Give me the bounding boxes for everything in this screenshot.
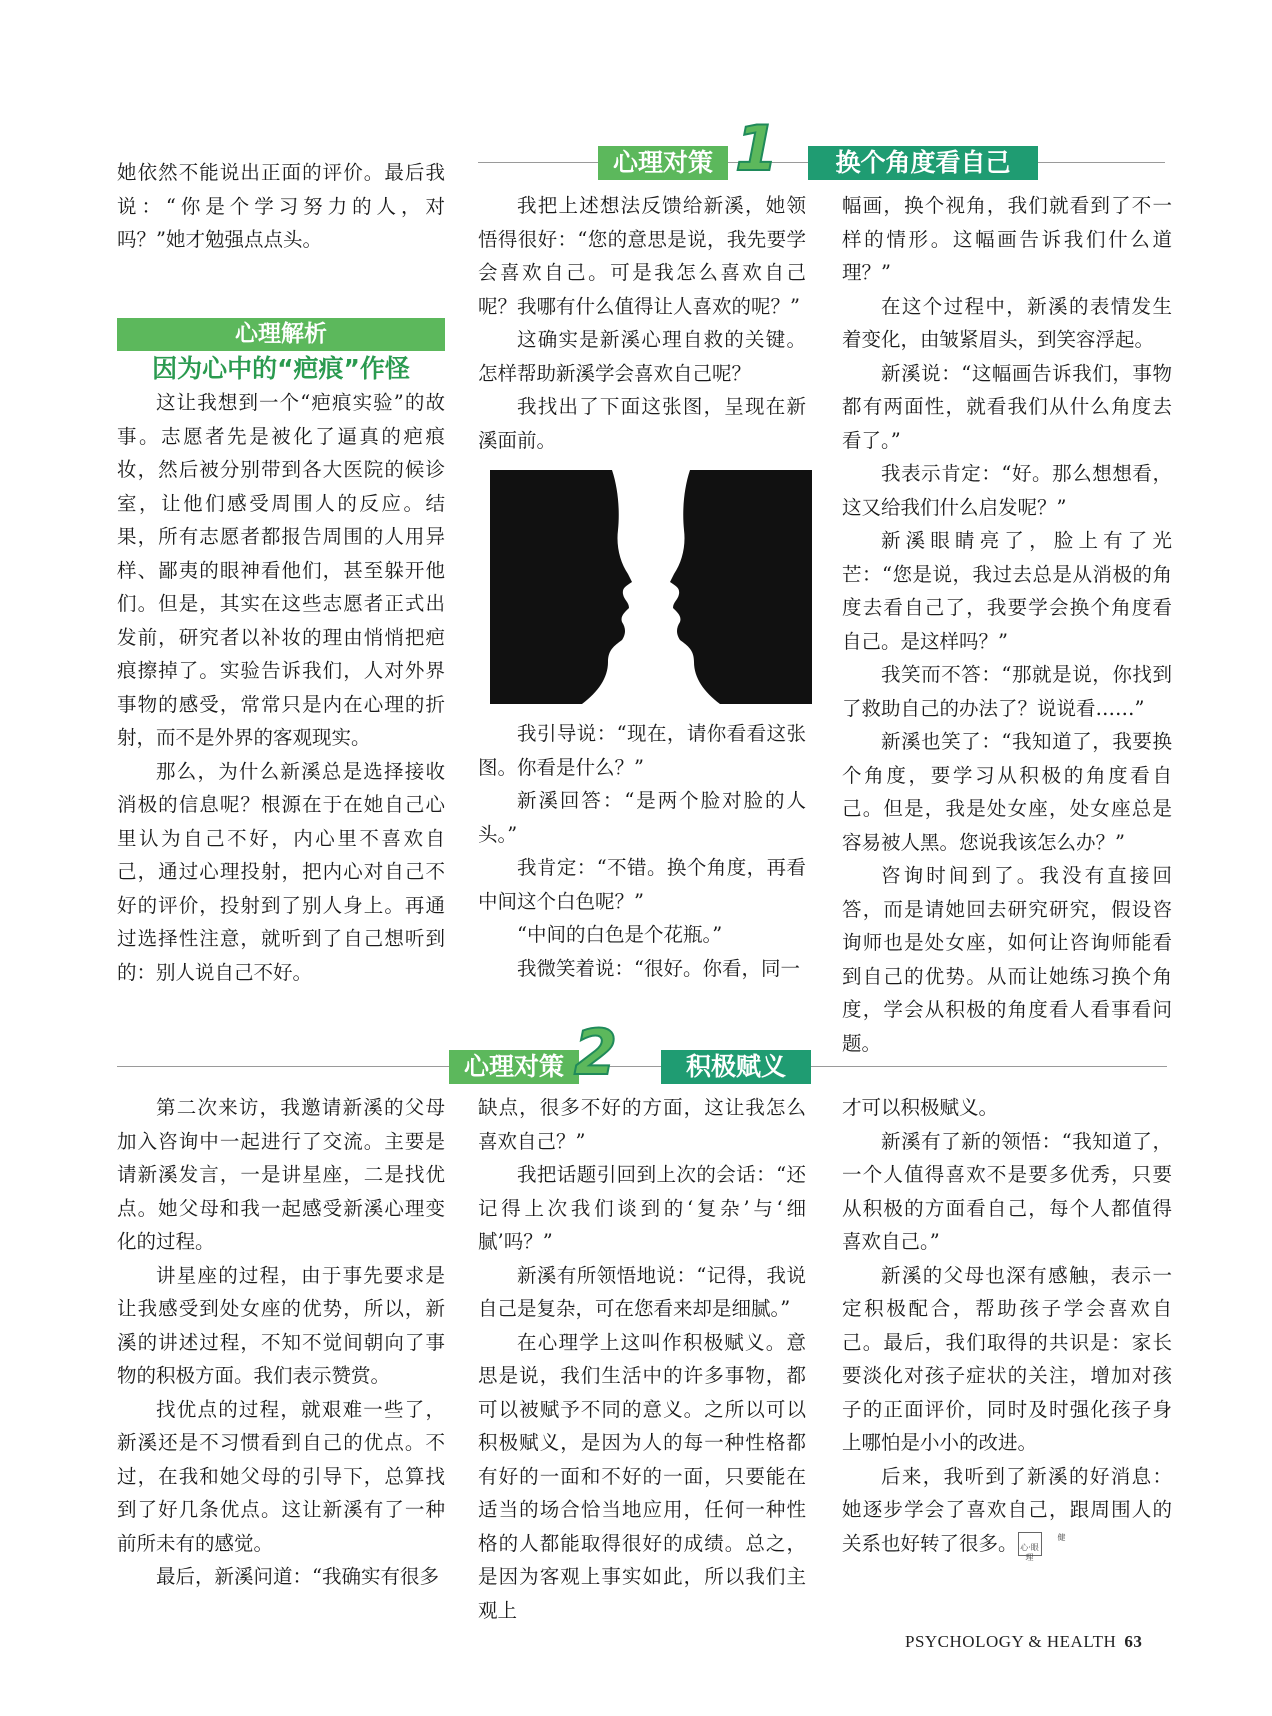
section1-number: 1 [735, 112, 779, 185]
paragraph: 这确实是新溪心理自救的关键。怎样帮助新溪学会喜欢自己呢？ [478, 328, 806, 385]
paragraph: 新溪有所领悟地说：“记得，我说自己是复杂，可在您看来却是细腻。” [478, 1263, 806, 1320]
analysis-subtitle: 因为心中的“疤痕”作怪 [152, 354, 410, 383]
paragraph: “中间的白色是个花瓶。” [517, 923, 723, 946]
section2-label: 心理对策 [449, 1050, 579, 1084]
paragraph: 讲星座的过程，由于事先要求是让我感受到处女座的优势，所以，新溪的讲述过程，不知不觉间朝向了事物的积极方面。我们表示赞赏。 [117, 1263, 445, 1387]
paragraph: 新溪的父母也深有感触，表示一定积极配合，帮助孩子学会喜欢自己。最后，我们取得的共识是：家长要淡化对孩子症状的关注，增加对孩子的正面评价，同时及时强化孩子身上哪怕是小小的改进。 [842, 1263, 1172, 1454]
top-left-column-a [117, 156, 445, 257]
paragraph: 在这个过程中，新溪的表情发生着变化，由皱紧眉头，到笑容浮起。 [842, 294, 1172, 351]
paragraph: 找优点的过程，就艰难一些了，新溪还是不习惯看到自己的优点。不过，在我和她父母的引导下，总算找到了好几条优点。这让新溪有了一种前所未有的感觉。 [117, 1397, 445, 1555]
paragraph: 那么，为什么新溪总是选择接收消极的信息呢？根源在于在她自己心里认为自己不好，内心里不喜欢自己，通过心理投射，把内心对自己不好的评价，投射到了别人身上。再通过选择性注意，就听到了自己想听到的：别人说自己不好。 [117, 759, 445, 984]
top-mid-column-b [478, 717, 806, 985]
paragraph: 新溪有了新的领悟：“我知道了，一个人值得喜欢不是要多优秀，只要从积极的方面看自己，每个人都值得喜欢自己。” [842, 1129, 1172, 1253]
top-mid-column-a [478, 189, 806, 457]
top-left-column-b [117, 386, 445, 989]
section2-rule [117, 1066, 1167, 1067]
paragraph: 才可以积极赋义。 [842, 1096, 999, 1119]
analysis-label: 心理解析 [117, 318, 445, 351]
paragraph: 最后，新溪问道：“我确实有很多 [156, 1565, 439, 1588]
paragraph: 新溪说：“这幅画告诉我们，事物都有两面性，就看我们从什么角度去看了。” [842, 361, 1172, 452]
bottom-left-column [117, 1091, 445, 1594]
section2-number: 2 [574, 1016, 618, 1089]
paragraph: 我引导说：“现在，请你看看这张图。你看是什么？” [478, 722, 806, 779]
section2-title: 积极赋义 [661, 1050, 811, 1084]
paragraph: 幅画，换个视角，我们就看到了不一样的情形。这幅画告诉我们什么道理？” [842, 194, 1172, 284]
faces-vase-illustration [490, 470, 812, 704]
paragraph: 新溪眼睛亮了，脸上有了光芒：“您是说，我过去总是从消极的角度去看自己了，我要学会换个角度看自己。是这样吗？” [842, 529, 1172, 653]
section1-label: 心理对策 [598, 146, 728, 180]
page-number: 63 [1124, 1632, 1143, 1651]
section1-title: 换个角度看自己 [808, 146, 1038, 180]
paragraph: 她依然不能说出正面的评价。最后我说：“你是个学习努力的人，对吗？”她才勉强点点头。 [117, 161, 445, 251]
bottom-mid-column [478, 1091, 806, 1627]
paragraph: 第二次来访，我邀请新溪的父母加入咨询中一起进行了交流。主要是请新溪发言，一是讲星座，二是找优点。她父母和我一起感受新溪心理变化的过程。 [117, 1096, 445, 1253]
paragraph: 我表示肯定：“好。那么想想看，这又给我们什么启发呢？” [842, 462, 1172, 519]
paragraph: 我微笑着说：“很好。你看，同一 [517, 956, 800, 980]
paragraph: 我把话题引回到上次的会话：“还记得上次我们谈到的‘复杂’与‘细腻’吗？” [478, 1163, 806, 1253]
paragraph [842, 1460, 1172, 1561]
paragraph-text: 后来，我听到了新溪的好消息：她逐步学会了喜欢自己，跟周围人的关系也好转了很多。 [842, 1464, 1172, 1555]
top-right-column [842, 189, 1172, 1060]
paragraph: 在心理学上这叫作积极赋义。意思是说，我们生活中的许多事物，都可以被赋予不同的意义。之所以可以积极赋义，是因为人的每一种性格都有好的一面和不好的一面，只要能在适当的场合恰当地应用，任何一种性格的人都能取得很好的成绩。总之，是因为客观上事实如此，所以我们主观上 [478, 1330, 806, 1622]
paragraph: 我找出了下面这张图，呈现在新溪面前。 [478, 395, 806, 452]
end-mark-icon: 健心·眼理 [1018, 1532, 1042, 1556]
paragraph: 这让我想到一个“疤痕实验”的故事。志愿者先是被化了逼真的疤痕妆，然后被分别带到各大医院的候诊室，让他们感受周围人的反应。结果，所有志愿者都报告周围的人用异样、鄙夷的眼神看他们，甚至躲开他们。但是，其实在这些志愿者正式出发前，研究者以补妆的理由悄悄把疤痕擦掉了。实验告诉我们，人对外界事物的感受，常常只是内在心理的折射，而不是外界的客观现实。 [117, 391, 445, 749]
magazine-name: PSYCHOLOGY & HEALTH [905, 1632, 1117, 1651]
paragraph: 新溪也笑了：“我知道了，我要换个角度，要学习从积极的角度看自己。但是，我是处女座，处女座总是容易被人黑。您说我该怎么办？” [842, 730, 1172, 854]
bottom-right-column [842, 1091, 1172, 1560]
paragraph: 缺点，很多不好的方面，这让我怎么喜欢自己？” [478, 1096, 806, 1153]
paragraph: 新溪回答：“是两个脸对脸的人头。” [478, 789, 806, 846]
paragraph: 咨询时间到了。我没有直接回答，而是请她回去研究研究，假设咨询师也是处女座，如何让咨询师能看到自己的优势。从而让她练习换个角度，学会从积极的角度看人看事看问题。 [842, 864, 1172, 1055]
page-footer [905, 1632, 1142, 1652]
paragraph: 我肯定：“不错。换个角度，再看中间这个白色呢？” [478, 856, 806, 913]
paragraph: 我笑而不答：“那就是说，你找到了救助自己的办法了？说说看……” [842, 663, 1172, 720]
paragraph: 我把上述想法反馈给新溪，她领悟得很好：“您的意思是说，我先要学会喜欢自己。可是我怎么喜欢自己呢？我哪有什么值得让人喜欢的呢？” [478, 194, 806, 318]
